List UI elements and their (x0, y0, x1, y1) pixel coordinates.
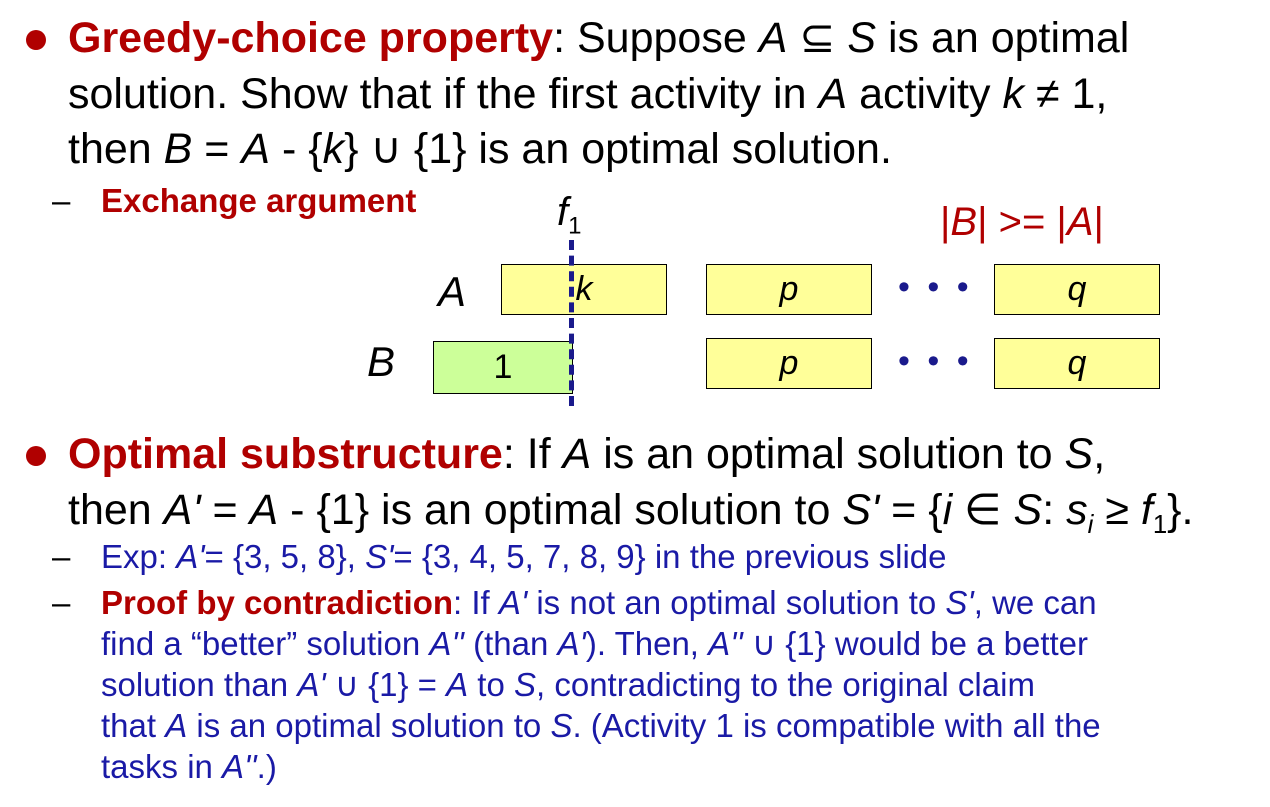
exchange-dash: – (52, 182, 71, 219)
optimal-term: Optimal substructure (68, 430, 503, 478)
bullet-greedy (26, 30, 46, 50)
proof-line-3: solution than A' ∪ {1} = A to S, contradicting to the original claim (101, 666, 1035, 703)
optimal-line-1: Optimal substructure: If A is an optimal solution to S, (68, 430, 1106, 478)
proof-term: Proof by contradiction (101, 584, 454, 621)
exchange-label: Exchange argument (101, 182, 417, 219)
row-label-A: A (438, 268, 467, 315)
ellipsis-dots-A: • • • (898, 268, 973, 306)
f1-dashed-line (569, 240, 574, 406)
cardinality-claim: |B| >= |A| (940, 200, 1104, 244)
optimal-line-2: then A' = A - {1} is an optimal solution to S' = {i ∈ S: $s_i \ge f_1$}. (68, 486, 1194, 540)
activity-box-A-p: p (706, 264, 872, 315)
proof-line-5: tasks in A''.) (101, 748, 277, 785)
activity-box-B-p: p (706, 338, 872, 389)
greedy-line-1: Greedy-choice property: Suppose A ⊆ S is an optimal (68, 14, 1130, 62)
greedy-line-3: then B = A - {k} ∪ {1} is an optimal solution. (68, 125, 892, 173)
activity-box-B-q: q (994, 338, 1160, 389)
proof-line-4: that A is an optimal solution to S. (Activity 1 is compatible with all the (101, 707, 1101, 744)
greedy-line-2: solution. Show that if the first activity in A activity k ≠ 1, (68, 70, 1108, 118)
ellipsis-dots-B: • • • (898, 342, 973, 380)
exp-line: Exp: A'= {3, 5, 8}, S'= {3, 4, 5, 7, 8, 9} in the previous slide (101, 538, 947, 575)
proof-line-1: Proof by contradiction: If A' is not an optimal solution to S', we can (101, 584, 1097, 621)
exp-dash: – (52, 538, 71, 575)
bullet-optimal (26, 446, 46, 466)
row-label-B: B (367, 338, 396, 385)
activity-box-B-1: 1 (433, 341, 573, 394)
greedy-term: Greedy-choice property (68, 14, 554, 62)
f1-label: $f_1$ (557, 190, 582, 240)
activity-box-A-q: q (994, 264, 1160, 315)
proof-dash: – (52, 584, 71, 621)
activity-box-A-k: k (501, 264, 667, 315)
proof-line-2: find a “better” solution A'' (than A'). Then, A'' ∪ {1} would be a better (101, 625, 1088, 662)
